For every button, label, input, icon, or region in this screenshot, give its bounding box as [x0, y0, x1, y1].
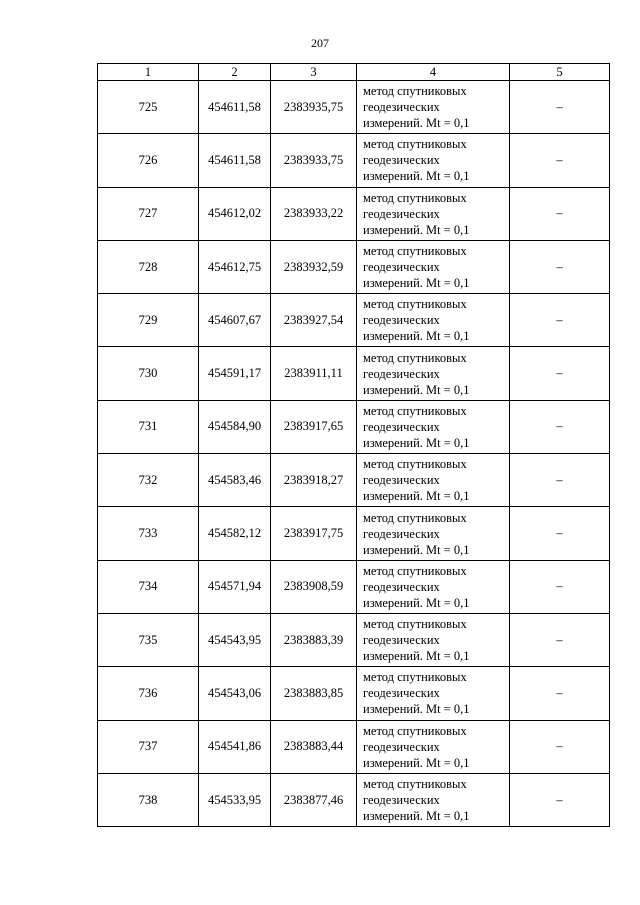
- method-cell: [357, 454, 510, 507]
- header-col-3: 3: [271, 64, 357, 81]
- point-number-cell: 730: [98, 347, 199, 400]
- method-text-line: метод спутниковых: [363, 137, 467, 152]
- method-cell: [357, 560, 510, 613]
- point-number-cell: 727: [98, 187, 199, 240]
- point-number-cell: 736: [98, 667, 199, 720]
- method-text-line: геодезических: [363, 686, 440, 701]
- dash-cell: –: [510, 134, 610, 187]
- method-cell: [357, 613, 510, 666]
- method-text-line: измерений. Mt = 0,1: [363, 329, 470, 344]
- point-number-cell: 729: [98, 294, 199, 347]
- point-number-cell: 725: [98, 81, 199, 134]
- y-coordinate-cell: 2383908,59: [271, 560, 357, 613]
- method-text-line: геодезических: [363, 579, 440, 594]
- method-text-line: геодезических: [363, 473, 440, 488]
- y-coordinate-cell: 2383933,75: [271, 134, 357, 187]
- method-text-line: измерений. Mt = 0,1: [363, 276, 470, 291]
- y-coordinate-cell: 2383927,54: [271, 294, 357, 347]
- table-row: [98, 347, 610, 400]
- header-col-4: 4: [357, 64, 510, 81]
- x-coordinate-cell: 454533,95: [199, 773, 271, 826]
- dash-cell: –: [510, 81, 610, 134]
- y-coordinate-cell: 2383917,75: [271, 507, 357, 560]
- point-number-cell: 726: [98, 134, 199, 187]
- page-number: 207: [311, 36, 329, 50]
- method-cell: [357, 347, 510, 400]
- method-text-line: метод спутниковых: [363, 723, 467, 738]
- method-text-line: метод спутниковых: [363, 190, 467, 205]
- table-row: [98, 560, 610, 613]
- method-text-line: геодезических: [363, 100, 440, 115]
- dash-cell: –: [510, 240, 610, 293]
- header-col-1: 1: [98, 64, 199, 81]
- method-text-line: метод спутниковых: [363, 403, 467, 418]
- header-col-2: 2: [199, 64, 271, 81]
- x-coordinate-cell: 454591,17: [199, 347, 271, 400]
- table-row: [98, 613, 610, 666]
- dash-cell: –: [510, 773, 610, 826]
- method-cell: [357, 667, 510, 720]
- x-coordinate-cell: 454611,58: [199, 81, 271, 134]
- dash-cell: –: [510, 294, 610, 347]
- point-number-cell: 734: [98, 560, 199, 613]
- method-text-line: метод спутниковых: [363, 297, 467, 312]
- method-text-line: геодезических: [363, 633, 440, 648]
- x-coordinate-cell: 454611,58: [199, 134, 271, 187]
- x-coordinate-cell: 454543,95: [199, 613, 271, 666]
- method-cell: [357, 187, 510, 240]
- method-text-line: измерений. Mt = 0,1: [363, 382, 470, 397]
- y-coordinate-cell: 2383883,44: [271, 720, 357, 773]
- method-text-line: измерений. Mt = 0,1: [363, 169, 470, 184]
- method-text-line: метод спутниковых: [363, 617, 467, 632]
- method-text-line: геодезических: [363, 419, 440, 434]
- x-coordinate-cell: 454584,90: [199, 400, 271, 453]
- method-text-line: геодезических: [363, 260, 440, 275]
- method-cell: [357, 294, 510, 347]
- dash-cell: –: [510, 347, 610, 400]
- table-row: [98, 81, 610, 134]
- table-row: [98, 294, 610, 347]
- point-number-cell: 733: [98, 507, 199, 560]
- table-row: [98, 720, 610, 773]
- method-text-line: метод спутниковых: [363, 350, 467, 365]
- method-text-line: измерений. Mt = 0,1: [363, 809, 470, 823]
- method-text-line: геодезических: [363, 793, 440, 807]
- x-coordinate-cell: 454607,67: [199, 294, 271, 347]
- method-text-line: метод спутниковых: [363, 777, 467, 791]
- method-text-line: геодезических: [363, 206, 440, 221]
- method-cell: [357, 400, 510, 453]
- point-number-cell: 735: [98, 613, 199, 666]
- method-text-line: геодезических: [363, 526, 440, 541]
- table-row: [98, 667, 610, 720]
- method-text-line: геодезических: [363, 153, 440, 168]
- y-coordinate-cell: 2383883,85: [271, 667, 357, 720]
- coordinates-table: [97, 63, 610, 827]
- method-cell: [357, 240, 510, 293]
- point-number-cell: 731: [98, 400, 199, 453]
- y-coordinate-cell: 2383918,27: [271, 454, 357, 507]
- table-row: [98, 187, 610, 240]
- table-row: [98, 454, 610, 507]
- method-text-line: метод спутниковых: [363, 244, 467, 259]
- table-row: [98, 400, 610, 453]
- method-cell: [357, 81, 510, 134]
- point-number-cell: 738: [98, 773, 199, 826]
- table-row: [98, 240, 610, 293]
- y-coordinate-cell: 2383935,75: [271, 81, 357, 134]
- x-coordinate-cell: 454583,46: [199, 454, 271, 507]
- method-text-line: измерений. Mt = 0,1: [363, 489, 470, 504]
- x-coordinate-cell: 454612,02: [199, 187, 271, 240]
- method-text-line: измерений. Mt = 0,1: [363, 435, 470, 450]
- table-row: [98, 507, 610, 560]
- method-cell: [357, 720, 510, 773]
- dash-cell: –: [510, 613, 610, 666]
- method-text-line: геодезических: [363, 313, 440, 328]
- y-coordinate-cell: 2383883,39: [271, 613, 357, 666]
- x-coordinate-cell: 454543,06: [199, 667, 271, 720]
- dash-cell: –: [510, 720, 610, 773]
- method-cell: [357, 773, 510, 826]
- dash-cell: –: [510, 454, 610, 507]
- x-coordinate-cell: 454571,94: [199, 560, 271, 613]
- method-text-line: метод спутниковых: [363, 457, 467, 472]
- method-text-line: метод спутниковых: [363, 84, 467, 99]
- method-text-line: измерений. Mt = 0,1: [363, 755, 470, 770]
- point-number-cell: 732: [98, 454, 199, 507]
- x-coordinate-cell: 454541,86: [199, 720, 271, 773]
- y-coordinate-cell: 2383933,22: [271, 187, 357, 240]
- method-text-line: измерений. Mt = 0,1: [363, 542, 470, 557]
- y-coordinate-cell: 2383917,65: [271, 400, 357, 453]
- method-text-line: геодезических: [363, 739, 440, 754]
- dash-cell: –: [510, 507, 610, 560]
- dash-cell: –: [510, 400, 610, 453]
- method-text-line: измерений. Mt = 0,1: [363, 649, 470, 664]
- table-body: [98, 81, 610, 827]
- y-coordinate-cell: 2383911,11: [271, 347, 357, 400]
- dash-cell: –: [510, 187, 610, 240]
- method-text-line: измерений. Mt = 0,1: [363, 222, 470, 237]
- header-col-5: 5: [510, 64, 610, 81]
- method-text-line: метод спутниковых: [363, 670, 467, 685]
- y-coordinate-cell: 2383877,46: [271, 773, 357, 826]
- method-text-line: метод спутниковых: [363, 563, 467, 578]
- point-number-cell: 737: [98, 720, 199, 773]
- table-row: [98, 134, 610, 187]
- dash-cell: –: [510, 667, 610, 720]
- x-coordinate-cell: 454612,75: [199, 240, 271, 293]
- point-number-cell: 728: [98, 240, 199, 293]
- method-cell: [357, 507, 510, 560]
- method-cell: [357, 134, 510, 187]
- header-row: [98, 64, 610, 81]
- method-text-line: измерений. Mt = 0,1: [363, 116, 470, 131]
- method-text-line: измерений. Mt = 0,1: [363, 702, 470, 717]
- table-row: [98, 773, 610, 826]
- method-text-line: метод спутниковых: [363, 510, 467, 525]
- y-coordinate-cell: 2383932,59: [271, 240, 357, 293]
- x-coordinate-cell: 454582,12: [199, 507, 271, 560]
- method-text-line: геодезических: [363, 366, 440, 381]
- dash-cell: –: [510, 560, 610, 613]
- method-text-line: измерений. Mt = 0,1: [363, 595, 470, 610]
